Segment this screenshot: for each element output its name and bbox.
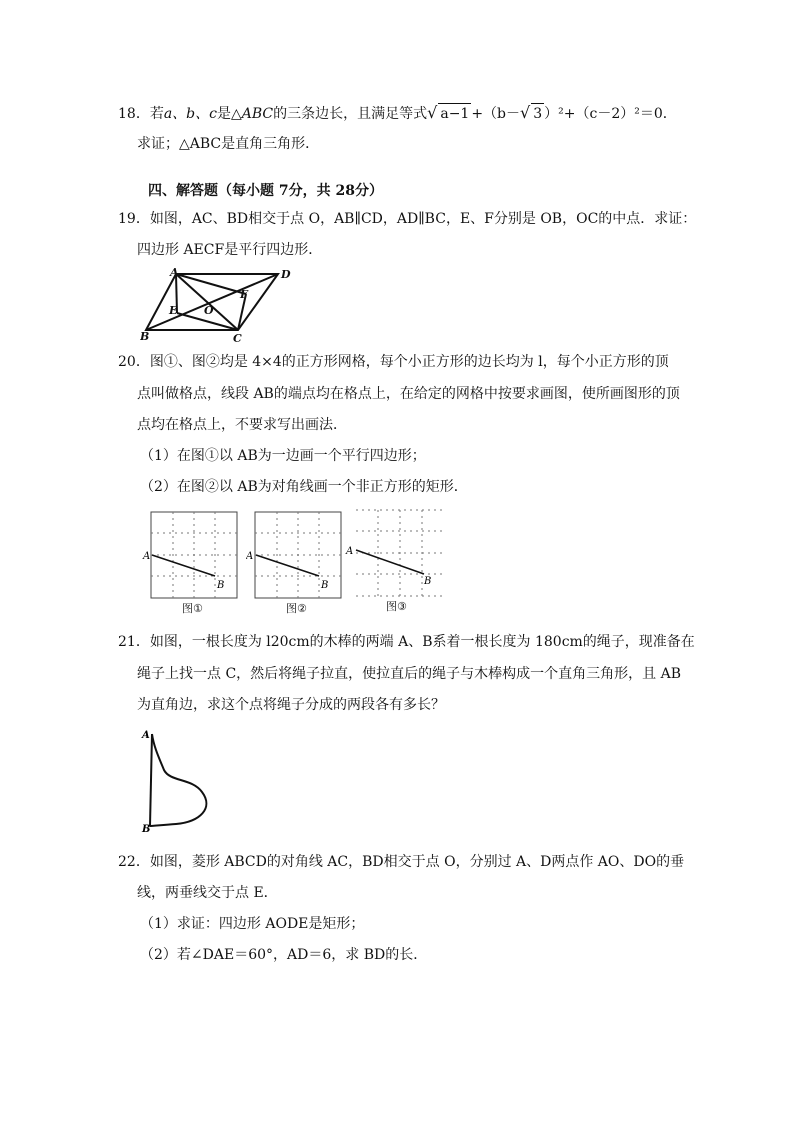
radical-sign-2: √ [520,103,531,122]
label-b: B [140,330,150,343]
q20-line1: 20．图①、图②均是 4×4的正方形网格，每个小正方形的边长均为 l，每个小正方形的顶 [118,354,669,370]
label-a: A [170,266,179,279]
grid-figure-3 [344,506,448,598]
grid1-label-b: B [217,580,225,591]
label-o: O [204,304,214,317]
q20-sub2: （2）在图②以 AB为对角线画一个非正方形的矩形． [140,479,468,495]
q22-line2: 线，两垂线交于点 E． [137,885,278,901]
label-e: E [169,304,178,317]
q18-number: 18． [118,106,150,122]
q21-line3: 为直角边，求这个点将绳子分成的两段各有多长？ [137,697,445,713]
q18-mid: 是△ [216,106,242,122]
grid3-label-b: B [424,576,432,587]
q22-line1: 22．如图，菱形 ABCD的对角线 AC，BD相交于点 O，分别过 A、D两点作 AO、DO的垂 [118,854,685,870]
rope-label-a: A [142,730,150,741]
q18-sqrt3: 3 [531,103,544,124]
q21-line1: 21．如图，一根长度为 l20cm的木棒的两端 A、B系着一根长度为 180cm的绳子，现准备在 [118,634,695,650]
rope-label-b: B [142,824,151,835]
q18-triangle: ABC [241,106,274,122]
q21-line2: 绳子上找一点 C，然后将绳子拉直，使拉直后的绳子与木棒构成一个直角三角形，且 AB [137,666,682,682]
q18-formula-tail2: ）²+（c－2）²＝0． [544,106,677,122]
radical-sign: √ [427,103,438,122]
grid-figure-1 [142,508,242,600]
label-c: C [233,332,242,344]
label-f: F [240,288,248,301]
grid2-label-a: A [246,551,254,562]
caption-fig3: 图③ [386,600,407,613]
grid2-label-b: B [321,580,329,591]
grid1-label-a: A [143,551,151,562]
grid3-label-a: A [346,546,354,557]
q18-formula-tail: +（b－ [471,106,521,122]
q21-rope-figure [140,726,220,838]
q18-rest: 的三条边长，且满足等式 [273,106,428,122]
q18-prefix: 若 [149,106,164,122]
q18-line1 [118,103,677,124]
q19-line2: 四边形 AECF是平行四边形． [137,242,323,258]
q22-sub1: （1）求证：四边形 AODE是矩形； [140,916,365,932]
q20-line2: 点叫做格点，线段 AB的端点均在格点上，在给定的网格中按要求画图，使所画图形的顶 [137,386,680,402]
q19-parallelogram-figure [140,264,300,344]
caption-fig2: 图② [286,602,307,615]
grid-figure-2 [246,508,346,600]
section-title: 四、解答题（每小题 7分，共 28分） [148,183,383,199]
q19-line1: 19．如图，AC、BD相交于点 O，AB∥CD，AD∥BC，E、F分别是 OB，OC的中点．求证： [118,211,697,227]
q18-sqrt-arg: a−1 [438,103,471,124]
q20-line3: 点均在格点上，不要求写出画法． [137,417,347,433]
q20-sub1: （1）在图①以 AB为一边画一个平行四边形； [140,448,426,464]
q18-line2: 求证；△ABC是直角三角形． [137,136,320,152]
q18-sides: a、b、c [163,106,217,122]
caption-fig1: 图① [182,602,203,615]
label-d: D [281,268,291,281]
q22-sub2: （2）若∠DAE＝60°，AD＝6，求 BD的长． [140,947,428,963]
